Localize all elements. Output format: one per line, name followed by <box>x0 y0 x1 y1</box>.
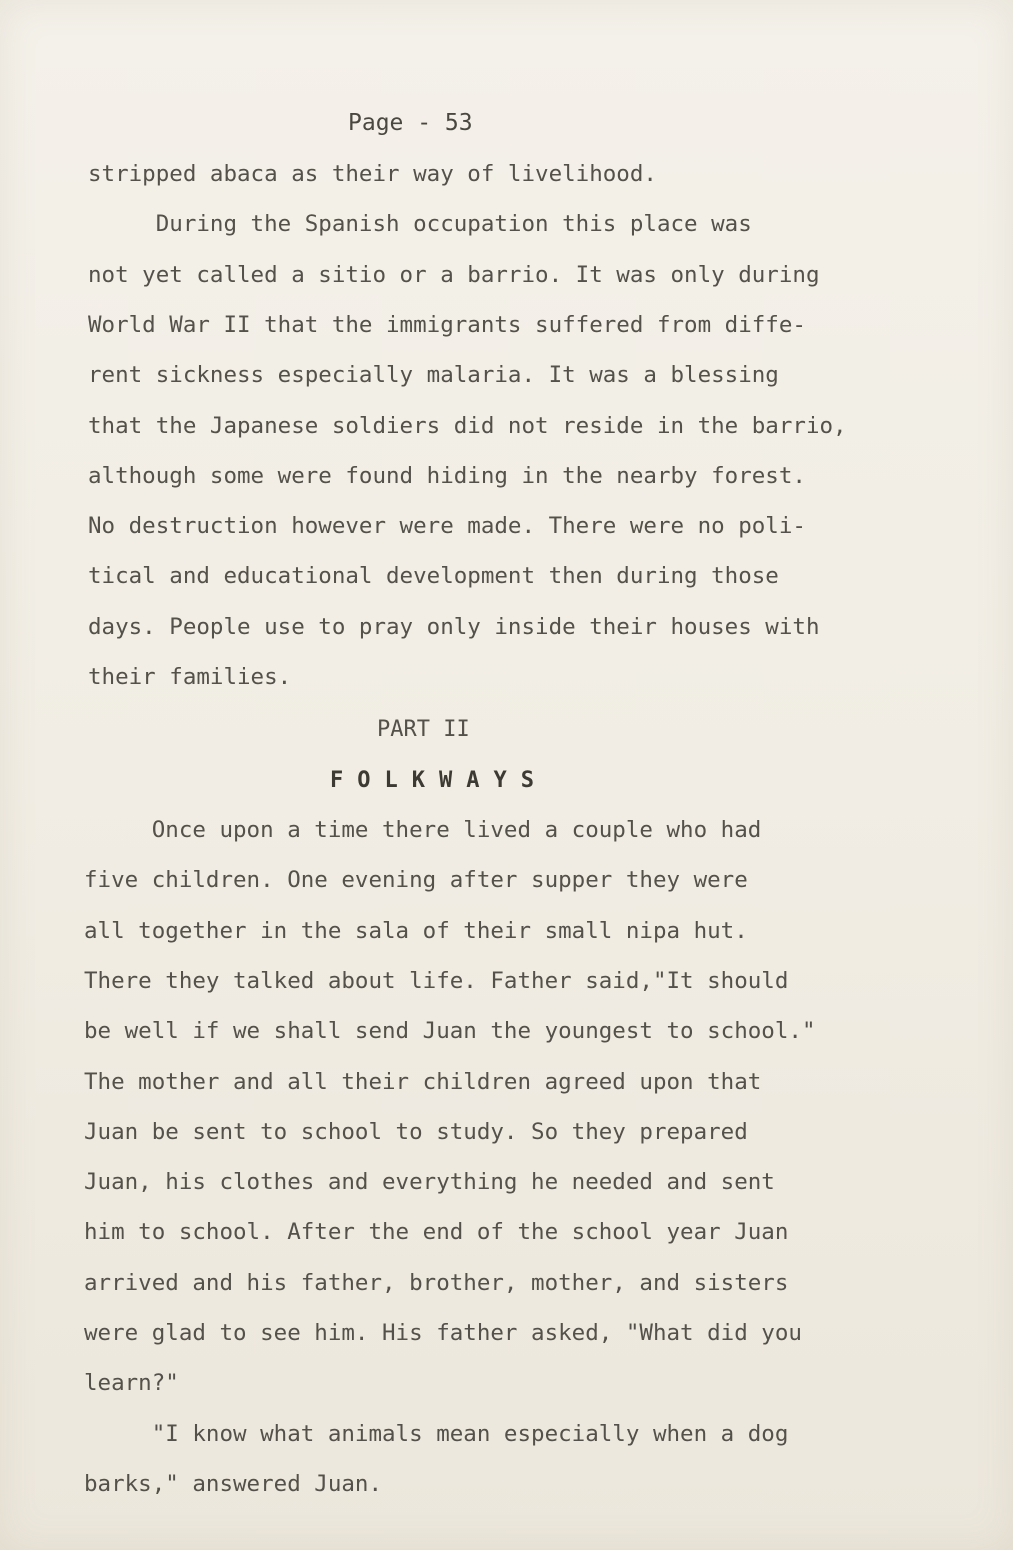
text-line: There they talked about life. Father said,"It should <box>84 967 789 994</box>
text-line: be well if we shall send Juan the youngest to school." <box>84 1018 816 1045</box>
text-line: tical and educational development then during those <box>88 563 779 590</box>
text-line: although some were found hiding in the nearby forest. <box>88 462 806 489</box>
page-number: Page - 53 <box>348 110 473 136</box>
text-line: him to school. After the end of the school year Juan <box>84 1219 789 1246</box>
text-line: "I know what animals mean especially when a dog <box>84 1420 789 1447</box>
text-line: learn?" <box>84 1370 179 1397</box>
text-line: World War II that the immigrants suffered from diffe- <box>88 311 806 338</box>
text-line: Juan, his clothes and everything he needed and sent <box>84 1169 775 1196</box>
text-line: rent sickness especially malaria. It was a blessing <box>88 362 779 389</box>
text-line: Juan be sent to school to study. So they prepared <box>84 1118 748 1145</box>
text-line: all together in the sala of their small nipa hut. <box>84 917 748 944</box>
text-line: their families. <box>88 664 292 690</box>
text-line: During the Spanish occupation this place was <box>88 211 752 238</box>
part-heading: PART II <box>377 717 470 742</box>
text-line: Once upon a time there lived a couple who had <box>84 817 762 843</box>
text-line: stripped abaca as their way of livelihood. <box>88 161 657 187</box>
text-line: No destruction however were made. There were no poli- <box>88 513 806 540</box>
text-line: The mother and all their children agreed upon that <box>84 1068 762 1095</box>
text-line: days. People use to pray only inside their houses with <box>88 613 820 640</box>
text-line: arrived and his father, brother, mother, and sisters <box>84 1269 789 1296</box>
text-line: not yet called a sitio or a barrio. It was only during <box>88 261 820 288</box>
text-line: five children. One evening after supper they were <box>84 867 748 894</box>
text-line: barks," answered Juan. <box>84 1470 383 1497</box>
text-line: that the Japanese soldiers did not reside in the barrio, <box>88 412 847 439</box>
section-heading: FOLKWAYS <box>330 768 548 793</box>
text-line: were glad to see him. His father asked, "What did you <box>84 1320 802 1346</box>
